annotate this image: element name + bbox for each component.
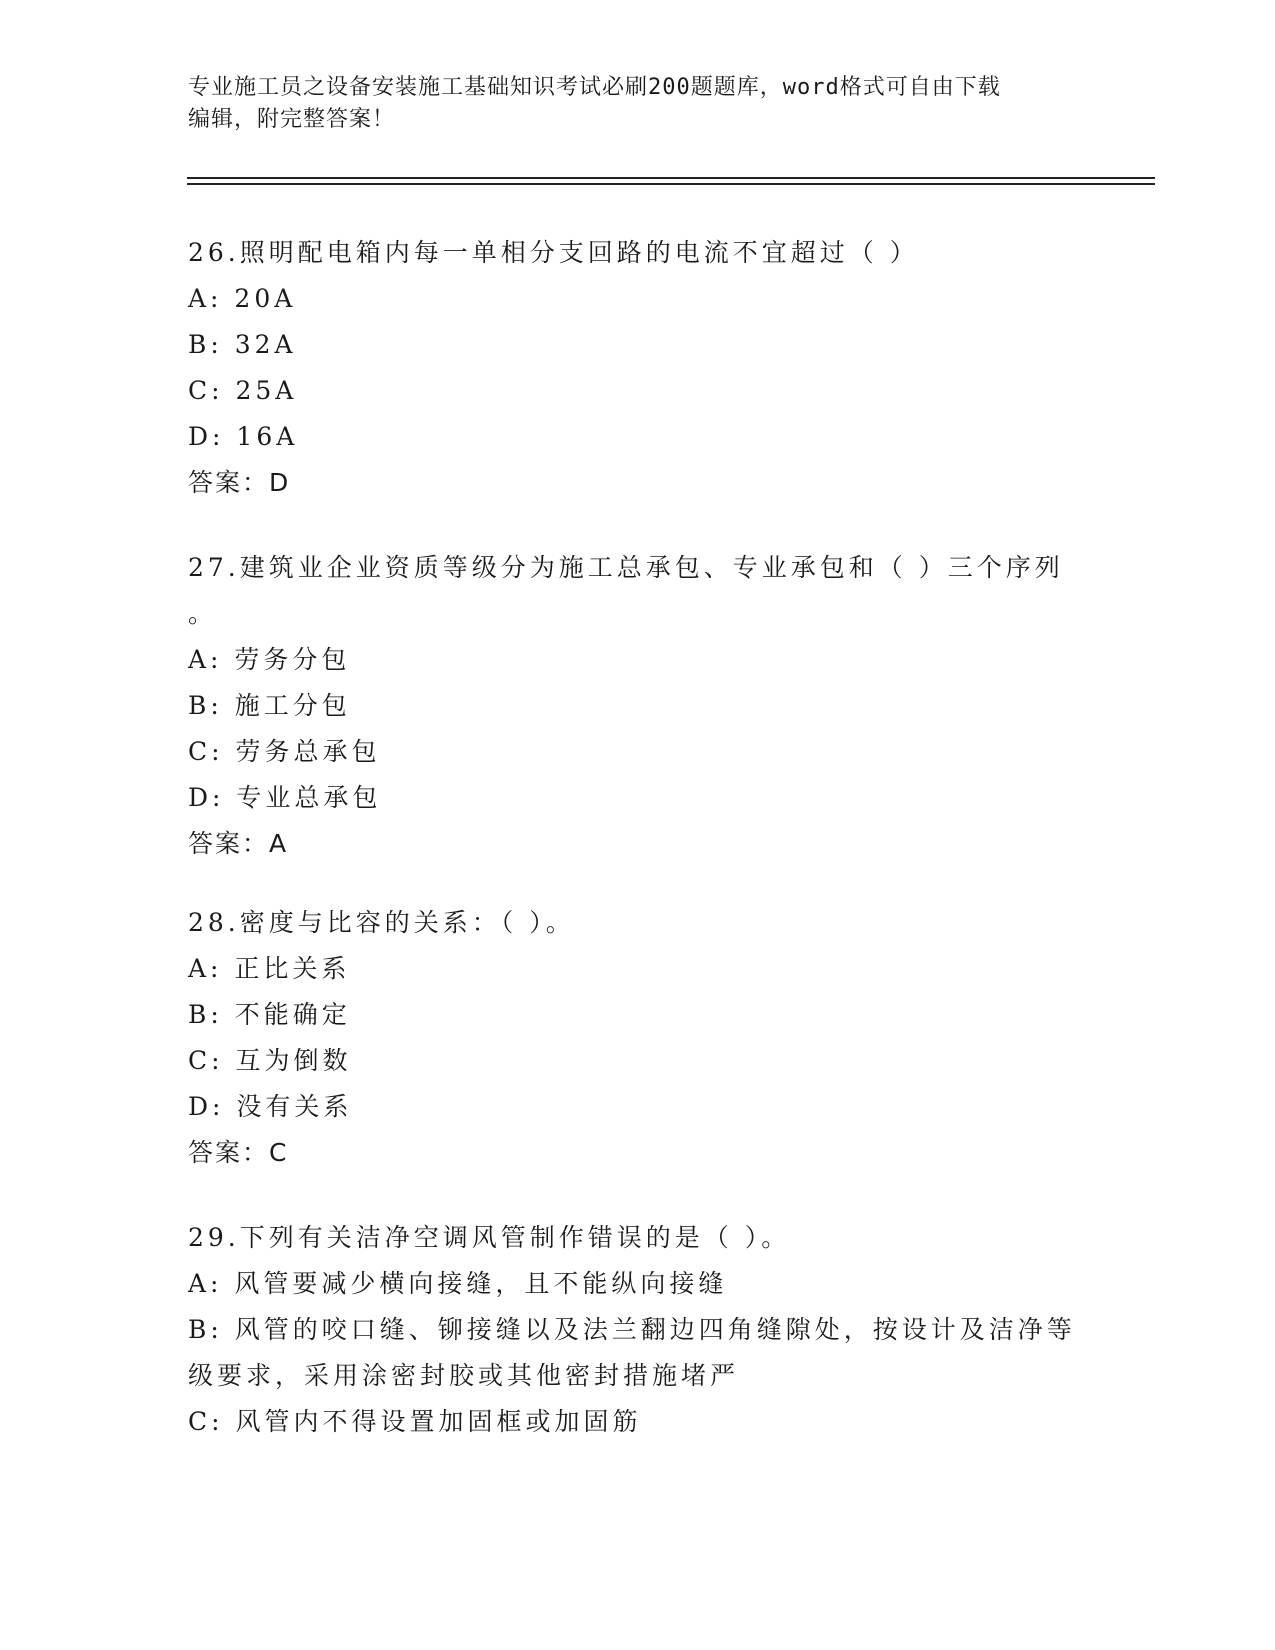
option-c: C: 风管内不得设置加固框或加固筋 xyxy=(188,1407,642,1436)
question-29 xyxy=(188,1215,1088,1445)
option-b-continued: 级要求，采用涂密封胶或其他密封措施堵严 xyxy=(188,1361,740,1390)
question-stem: 29.下列有关洁净空调风管制作错误的是（ ）。 xyxy=(188,1223,791,1252)
document-header xyxy=(188,72,1088,136)
question-stem: 27.建筑业企业资质等级分为施工总承包、专业承包和（ ）三个序列 xyxy=(188,553,1064,582)
option-d: D: 没有关系 xyxy=(188,1092,353,1121)
answer: 答案：A xyxy=(188,829,289,858)
option-c: C: 25A xyxy=(188,376,298,405)
option-b: B: 风管的咬口缝、铆接缝以及法兰翻边四角缝隙处，按设计及洁净等 xyxy=(188,1315,1076,1344)
question-26 xyxy=(188,230,1088,506)
option-a: A: 风管要减少横向接缝，且不能纵向接缝 xyxy=(188,1269,728,1298)
option-d: D: 16A xyxy=(188,422,299,451)
option-b: B: 不能确定 xyxy=(188,1000,351,1029)
header-line-2: 编辑，附完整答案！ xyxy=(188,107,396,132)
question-stem: 26.照明配电箱内每一单相分支回路的电流不宜超过（ ） xyxy=(188,238,919,267)
question-stem-continued: 。 xyxy=(188,599,218,628)
option-d: D: 专业总承包 xyxy=(188,783,382,812)
header-divider-top xyxy=(187,177,1155,179)
option-b: B: 施工分包 xyxy=(188,691,351,720)
option-a: A: 20A xyxy=(188,284,297,313)
question-stem: 28.密度与比容的关系：（ ）。 xyxy=(188,908,575,937)
header-divider-bottom xyxy=(187,183,1155,185)
question-27 xyxy=(188,545,1088,867)
option-c: C: 劳务总承包 xyxy=(188,737,381,766)
option-c: C: 互为倒数 xyxy=(188,1046,352,1075)
answer: 答案：D xyxy=(188,468,291,497)
header-line-1: 专业施工员之设备安装施工基础知识考试必刷200题题库，word格式可自由下载 xyxy=(188,75,1001,100)
question-28 xyxy=(188,900,1088,1176)
option-b: B: 32A xyxy=(188,330,297,359)
answer: 答案：C xyxy=(188,1138,289,1167)
option-a: A: 正比关系 xyxy=(188,954,351,983)
option-a: A: 劳务分包 xyxy=(188,645,351,674)
